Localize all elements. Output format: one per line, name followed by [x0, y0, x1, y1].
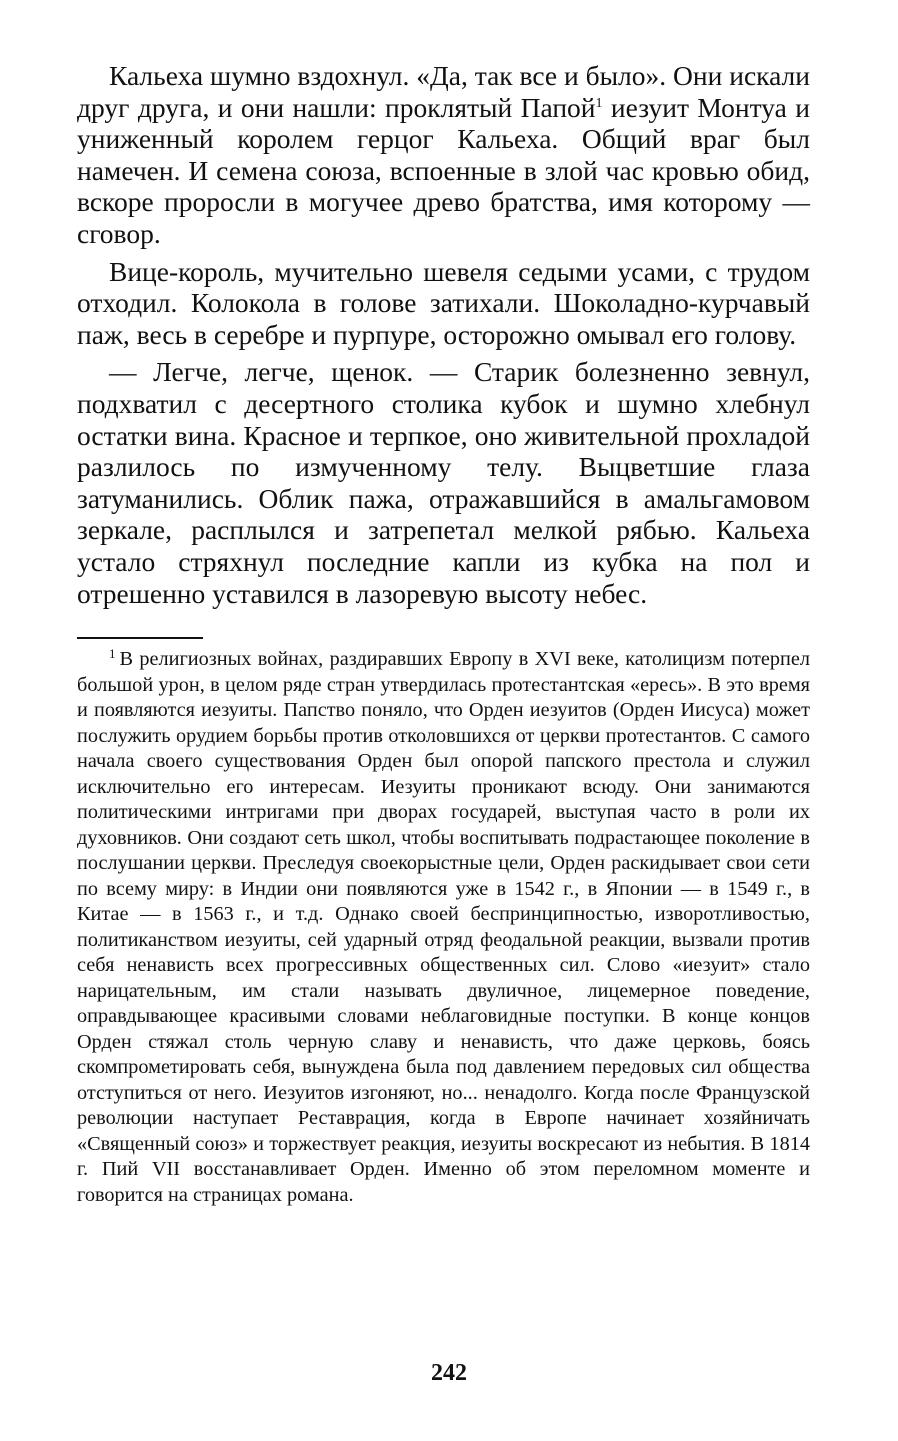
footnote-divider — [77, 637, 203, 639]
footnote-mark: 1 — [109, 646, 116, 662]
page-number: 242 — [431, 1360, 467, 1386]
footnote-text: В религиозных войнах, раздиравших Европу в XVI веке, католицизм потерпел большой урон, в целом ряде стран утвердилась протестантская «ересь». В это время и появляются иезуиты. Папство поняло, что Орден иезуитов (Орден Иисуса) может послужить орудием борьбы против отколовшихся от церкви протестантов. С самого начала своего существования Орден был опорой папского престола и служил исключительно его интересам. Иезуиты проникают всюду. Они занимаются политическими интригами при дворах государей, выступая часто в роли их духовников. Они создают сеть школ, чтобы воспитывать подрастающее поколение в послушании церкви. Преследуя своекорыстные цели, Орден раскидывает свои сети по всему миру: в Индии они появляются уже в 1542 г., в Японии — в 1549 г., в Китае — в 1563 г., и т.д. Однако своей беспринципностью, изворотливостью, политиканством иезуиты, сей ударный отряд феодальной реакции, вызвали против себя ненависть всех прогрессивных общественных сил. Слово «иезуит» стало нарицательным, им стали называть двуличное, лицемерное поведение, оправдывающее красивыми словами неблаговидные поступки. В конце концов Орден стяжал столь черную славу и ненависть, что даже церковь, боясь скомпрометировать себя, вынуждена была под давлением передовых сил общества отступиться от него. Иезуитов изгоняют, но... ненадолго. Когда после Французской революции наступает Реставрация, когда в Европе начинает хозяйничать «Священный союз» и торжествует реакция, иезуиты воскресают из небытия. В 1814 г. Пий VII восстанавливает Орден. Именно об этом переломном моменте и говорится на страницах романа. — [77, 648, 810, 1206]
paragraph-1-text-end: иезуит Монтуа и униженный королем герцог Кальеха. Общий враг был намечен. И семена союза, вспоенные в злой час кровью обид, вскоре проросли в могучее древо братства, имя которому — сговор. — [77, 91, 810, 249]
paragraph-1-text-start: Кальеха шумно вздохнул. «Да, так все и было». Они искали друг друга, и они нашли: проклятый Папой — [77, 60, 810, 123]
footnote-reference: 1 — [595, 95, 603, 111]
paragraph-1 — [77, 60, 810, 250]
footnote-paragraph — [77, 647, 810, 1208]
paragraph-2: Вице-король, мучительно шевеля седыми усами, с трудом отходил. Колокола в голове затихали. Шоколадно-курчавый паж, весь в серебре и пурпуре, осторожно омывал его голову. — [77, 255, 810, 350]
main-text — [77, 60, 810, 609]
paragraph-3: — Легче, легче, щенок. — Старик болезненно зевнул, подхватил с десертного столика кубок и шумно хлебнул остатки вина. Красное и терпкое, оно живительной прохладой разлилось по измученному телу. Выцветшие глаза затуманились. Облик пажа, отражавшийся в амальгамовом зеркале, расплылся и затрепетал мелкой рябью. Кальеха устало стряхнул последние капли из кубка на пол и отрешенно уставился в лазоревую высоту небес. — [77, 356, 810, 609]
footnote — [77, 647, 810, 1208]
page-content — [77, 60, 810, 1208]
